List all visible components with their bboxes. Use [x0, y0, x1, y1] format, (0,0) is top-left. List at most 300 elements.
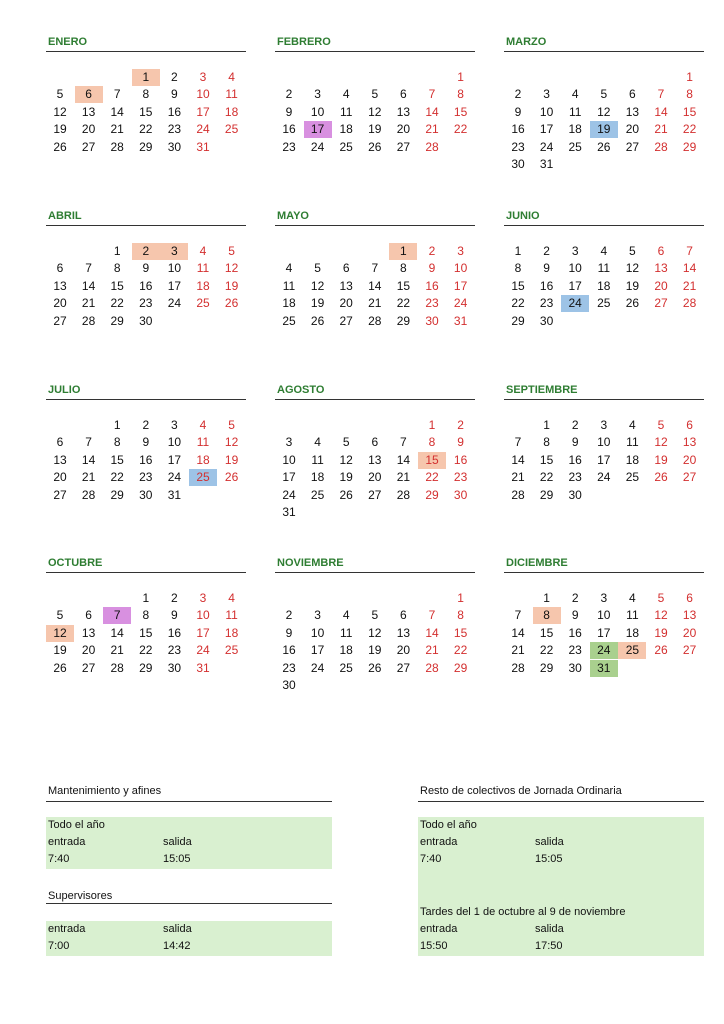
day-cell: 10 [597, 435, 611, 450]
day-cell: 11 [225, 608, 238, 623]
day-cell: 12 [224, 435, 239, 450]
day-cell: 3 [160, 243, 188, 260]
day-cell: 27 [625, 139, 640, 154]
day-cell: 23 [167, 122, 182, 137]
month-grid [504, 52, 704, 171]
day-cell: 26 [654, 470, 668, 485]
day-cell: 3 [314, 608, 321, 623]
day-cell: 28 [511, 660, 525, 675]
day-cell: 1 [457, 70, 464, 84]
day-cell: 30 [282, 678, 296, 692]
day-cell: 12 [310, 278, 325, 293]
day-cell: 21 [425, 643, 439, 658]
day-cell: 20 [682, 625, 697, 640]
day-cell: 13 [368, 452, 382, 467]
tardes-period-label: Tardes del 1 de octubre al 9 de noviembre [420, 906, 626, 918]
day-cell: 28 [682, 296, 697, 311]
day-cell: 4 [629, 418, 636, 432]
day-cell: 4 [228, 70, 235, 84]
day-cell: 21 [682, 278, 697, 293]
day-cell: 23 [282, 139, 296, 154]
day-cell: 21 [368, 296, 382, 311]
day-cell: 30 [139, 313, 153, 328]
day-cell: 31 [196, 660, 210, 675]
schedule-mantenimiento [46, 784, 332, 952]
day-cell: 3 [199, 591, 207, 605]
day-cell: 9 [142, 435, 150, 450]
month-grid [275, 400, 475, 519]
day-cell: 11 [339, 104, 353, 119]
day-cell: 11 [568, 104, 582, 119]
day-cell: 28 [81, 313, 96, 328]
day-cell: 5 [228, 244, 235, 258]
schedule-block [46, 817, 332, 869]
day-cell: 7 [514, 608, 522, 623]
day-cell: 26 [625, 296, 640, 311]
day-cell: 26 [339, 487, 353, 502]
day-cell: 3 [571, 244, 579, 258]
day-cell: 5 [657, 591, 665, 605]
day-cell: 6 [56, 435, 64, 450]
day-cell: 25 [310, 487, 325, 502]
day-cell: 6 [629, 87, 636, 102]
day-cell: 24 [167, 470, 182, 485]
month-agosto [275, 384, 475, 519]
month-title: JULIO [46, 384, 246, 400]
day-cell: 24 [196, 643, 210, 658]
day-cell: 8 [428, 435, 436, 450]
day-cell: 11 [282, 278, 296, 293]
day-cell: 11 [626, 608, 639, 623]
day-cell: 3 [199, 70, 207, 84]
day-cell: 24 [282, 487, 296, 502]
day-cell: 4 [199, 244, 207, 258]
schedule-title: Mantenimiento y afines [46, 784, 332, 802]
day-cell: 8 [113, 435, 121, 450]
day-cell: 15 [139, 625, 153, 640]
month-julio [46, 384, 246, 510]
day-cell: 4 [199, 418, 207, 432]
day-cell: 14 [81, 452, 96, 467]
day-cell: 22 [511, 296, 525, 311]
day-cell: 6 [75, 86, 103, 103]
day-cell: 18 [196, 452, 210, 467]
day-cell: 16 [453, 452, 468, 467]
day-cell: 23 [139, 296, 153, 311]
day-cell: 19 [53, 643, 67, 658]
day-cell: 5 [629, 244, 636, 258]
day-cell: 23 [167, 643, 182, 658]
day-cell: 21 [511, 643, 525, 658]
day-cell: 5 [314, 261, 321, 276]
schedule-block-supervisores [46, 921, 332, 956]
day-cell: 15 [139, 104, 153, 119]
day-cell: 23 [453, 470, 468, 485]
day-cell: 28 [654, 139, 668, 154]
entrada-time: 7:40 [420, 853, 442, 865]
day-cell: 8 [142, 87, 150, 102]
day-cell: 3 [600, 418, 608, 432]
day-cell: 22 [682, 122, 697, 137]
day-cell: 16 [167, 625, 182, 640]
day-cell: 17 [167, 452, 182, 467]
salida-label: salida [163, 923, 192, 935]
day-cell: 20 [625, 122, 640, 137]
day-cell: 13 [53, 452, 67, 467]
day-cell: 10 [196, 608, 210, 623]
day-cell: 13 [625, 104, 640, 119]
day-cell: 25 [282, 313, 296, 328]
day-cell: 2 [285, 87, 293, 102]
day-cell: 6 [686, 418, 693, 432]
day-cell: 26 [654, 643, 668, 658]
day-cell: 31 [539, 157, 554, 171]
day-cell: 8 [543, 435, 550, 450]
day-cell: 25 [196, 296, 210, 311]
day-cell: 11 [225, 87, 238, 102]
day-cell: 17 [597, 625, 611, 640]
day-cell: 19 [224, 452, 239, 467]
month-grid [46, 400, 246, 510]
schedule-title-supervisores: Supervisores [46, 889, 332, 904]
day-cell: 6 [85, 608, 92, 623]
month-noviembre [275, 557, 475, 692]
month-grid [46, 52, 246, 162]
day-cell: 7 [657, 87, 665, 102]
day-cell: 25 [618, 642, 646, 659]
day-cell: 14 [682, 261, 697, 276]
month-abril [46, 210, 246, 336]
day-cell: 29 [453, 660, 468, 675]
day-cell: 21 [425, 122, 439, 137]
day-cell: 9 [428, 261, 436, 276]
day-cell: 27 [53, 313, 67, 328]
day-cell: 21 [81, 296, 96, 311]
day-cell: 17 [282, 470, 296, 485]
day-cell: 10 [453, 261, 468, 276]
month-title: SEPTIEMBRE [504, 384, 704, 400]
day-cell: 28 [396, 487, 411, 502]
day-cell: 21 [110, 643, 124, 658]
day-cell: 15 [453, 104, 468, 119]
day-cell: 29 [539, 487, 554, 502]
day-cell: 1 [457, 591, 464, 605]
day-cell: 23 [139, 470, 153, 485]
day-cell: 24 [590, 642, 618, 659]
day-cell: 8 [113, 261, 121, 276]
day-cell: 10 [167, 435, 182, 450]
day-cell: 4 [342, 608, 350, 623]
day-cell: 16 [139, 278, 153, 293]
day-cell: 3 [314, 87, 321, 102]
day-cell: 8 [533, 607, 561, 624]
entrada-label: entrada [48, 836, 86, 848]
day-cell: 18 [224, 104, 239, 119]
day-cell: 31 [167, 487, 182, 502]
day-cell: 5 [371, 608, 379, 623]
day-cell: 20 [654, 278, 668, 293]
day-cell: 11 [311, 452, 324, 467]
day-cell: 28 [110, 660, 124, 675]
day-cell: 12 [597, 104, 611, 119]
day-cell: 9 [514, 104, 522, 119]
day-cell: 14 [425, 104, 439, 119]
day-cell: 16 [282, 122, 296, 137]
salida-time: 14:42 [163, 940, 191, 952]
day-cell: 23 [568, 643, 582, 658]
day-cell: 28 [110, 139, 124, 154]
day-cell: 16 [568, 452, 582, 467]
tardes-entrada-time: 15:50 [420, 940, 448, 952]
day-cell: 2 [171, 591, 178, 605]
day-cell: 7 [514, 435, 522, 450]
day-cell: 2 [543, 244, 550, 258]
day-cell: 31 [196, 139, 210, 154]
day-cell: 27 [396, 660, 411, 675]
day-cell: 8 [457, 87, 464, 102]
tardes-entrada-label: entrada [420, 923, 458, 935]
day-cell: 27 [339, 313, 353, 328]
day-cell: 5 [228, 418, 235, 432]
day-cell: 29 [511, 313, 525, 328]
day-cell: 24 [167, 296, 182, 311]
day-cell: 14 [396, 452, 411, 467]
day-cell: 17 [196, 104, 210, 119]
day-cell: 27 [682, 470, 697, 485]
day-cell: 12 [368, 104, 382, 119]
month-title: FEBRERO [275, 36, 475, 52]
day-cell: 24 [453, 296, 468, 311]
day-cell: 10 [539, 104, 554, 119]
day-cell: 2 [571, 418, 579, 432]
day-cell: 15 [110, 452, 124, 467]
month-title: AGOSTO [275, 384, 475, 400]
day-cell: 25 [597, 296, 611, 311]
day-cell: 9 [543, 261, 550, 276]
day-cell: 9 [142, 261, 150, 276]
period-label: Todo el año [48, 819, 105, 831]
day-cell: 24 [561, 295, 589, 312]
day-cell: 23 [511, 139, 525, 154]
day-cell: 12 [46, 625, 74, 642]
day-cell: 8 [514, 261, 522, 276]
day-cell: 4 [629, 591, 636, 605]
day-cell: 19 [368, 643, 382, 658]
day-cell: 13 [339, 278, 353, 293]
day-cell: 19 [625, 278, 640, 293]
day-cell: 13 [53, 278, 67, 293]
day-cell: 16 [539, 278, 554, 293]
day-cell: 16 [511, 122, 525, 137]
day-cell: 27 [654, 296, 668, 311]
day-cell: 2 [428, 244, 436, 258]
day-cell: 24 [539, 139, 554, 154]
day-cell: 13 [81, 104, 96, 119]
day-cell: 29 [425, 487, 439, 502]
day-cell: 30 [453, 487, 468, 502]
day-cell: 25 [224, 643, 239, 658]
day-cell: 29 [110, 313, 124, 328]
day-cell: 25 [189, 469, 217, 486]
day-cell: 12 [654, 435, 668, 450]
day-cell: 17 [167, 278, 182, 293]
day-cell: 8 [142, 608, 150, 623]
day-cell: 6 [371, 435, 379, 450]
day-cell: 5 [600, 87, 608, 102]
day-cell: 28 [425, 139, 439, 154]
day-cell: 5 [342, 435, 350, 450]
salida-label: salida [535, 836, 564, 848]
day-cell: 19 [590, 121, 618, 138]
day-cell: 4 [314, 435, 321, 450]
day-cell: 22 [453, 643, 468, 658]
tardes-salida-time: 17:50 [535, 940, 563, 952]
day-cell: 27 [81, 660, 96, 675]
entrada-time: 7:00 [48, 940, 70, 952]
day-cell: 19 [339, 470, 353, 485]
day-cell: 28 [81, 487, 96, 502]
day-cell: 6 [56, 261, 64, 276]
day-cell: 5 [56, 87, 64, 102]
day-cell: 12 [53, 104, 67, 119]
month-grid [504, 226, 704, 336]
day-cell: 17 [597, 452, 611, 467]
day-cell: 11 [339, 625, 353, 640]
day-cell: 21 [396, 470, 411, 485]
month-grid [504, 573, 704, 683]
salida-label: salida [163, 836, 192, 848]
day-cell: 18 [310, 470, 325, 485]
day-cell: 16 [568, 625, 582, 640]
day-cell: 7 [428, 608, 436, 623]
day-cell: 13 [682, 435, 697, 450]
day-cell: 30 [539, 313, 554, 328]
day-cell: 7 [113, 87, 121, 102]
day-cell: 22 [453, 122, 468, 137]
day-cell: 14 [368, 278, 382, 293]
day-cell: 29 [682, 139, 697, 154]
day-cell: 14 [511, 452, 525, 467]
day-cell: 21 [110, 122, 124, 137]
day-cell: 23 [282, 660, 296, 675]
day-cell: 30 [511, 157, 525, 171]
day-cell: 23 [425, 296, 439, 311]
day-cell: 12 [339, 452, 353, 467]
month-title: MAYO [275, 210, 475, 226]
day-cell: 30 [568, 660, 582, 675]
day-cell: 17 [196, 625, 210, 640]
month-title: ENERO [46, 36, 246, 52]
day-cell: 1 [142, 591, 150, 605]
day-cell: 7 [428, 87, 436, 102]
day-cell: 18 [568, 122, 582, 137]
day-cell: 1 [113, 418, 121, 432]
month-grid [275, 573, 475, 692]
day-cell: 14 [110, 625, 124, 640]
month-febrero [275, 36, 475, 162]
day-cell: 9 [171, 87, 178, 102]
day-cell: 16 [282, 643, 296, 658]
day-cell: 9 [571, 608, 579, 623]
day-cell: 26 [53, 139, 67, 154]
day-cell: 20 [396, 643, 411, 658]
day-cell: 27 [368, 487, 382, 502]
day-cell: 4 [342, 87, 350, 102]
day-cell: 19 [224, 278, 239, 293]
day-cell: 30 [167, 139, 182, 154]
day-cell: 15 [110, 278, 124, 293]
day-cell: 1 [428, 418, 436, 432]
month-octubre [46, 557, 246, 683]
day-cell: 1 [113, 244, 121, 258]
day-cell: 15 [511, 278, 525, 293]
day-cell: 2 [457, 418, 464, 432]
month-grid [275, 226, 475, 336]
day-cell: 23 [539, 296, 554, 311]
salida-time: 15:05 [535, 853, 563, 865]
day-cell: 3 [457, 244, 464, 258]
day-cell: 27 [396, 139, 411, 154]
day-cell: 10 [282, 452, 296, 467]
day-cell: 13 [396, 104, 411, 119]
day-cell: 31 [282, 505, 296, 519]
day-cell: 12 [654, 608, 668, 623]
day-cell: 5 [371, 87, 379, 102]
day-cell: 15 [396, 278, 411, 293]
day-cell: 18 [282, 296, 296, 311]
day-cell: 22 [139, 643, 153, 658]
day-cell: 10 [310, 625, 325, 640]
day-cell: 2 [514, 87, 522, 102]
day-cell: 28 [425, 660, 439, 675]
day-cell: 14 [654, 104, 668, 119]
day-cell: 11 [597, 261, 611, 276]
day-cell: 2 [285, 608, 293, 623]
day-cell: 29 [396, 313, 411, 328]
day-cell: 13 [396, 625, 411, 640]
day-cell: 17 [568, 278, 582, 293]
day-cell: 18 [196, 278, 210, 293]
day-cell: 29 [139, 660, 153, 675]
month-grid [46, 573, 246, 683]
day-cell: 9 [285, 104, 293, 119]
day-cell: 25 [625, 470, 640, 485]
month-title: OCTUBRE [46, 557, 246, 573]
day-cell: 2 [571, 591, 579, 605]
salida-time: 15:05 [163, 853, 191, 865]
day-cell: 15 [539, 452, 554, 467]
day-cell: 19 [654, 452, 668, 467]
day-cell: 19 [368, 122, 382, 137]
day-cell: 10 [167, 261, 182, 276]
day-cell: 18 [224, 625, 239, 640]
day-cell: 6 [657, 244, 665, 258]
tardes-salida-label: salida [535, 923, 564, 935]
day-cell: 10 [196, 87, 210, 102]
day-cell: 18 [625, 452, 640, 467]
day-cell: 6 [686, 591, 693, 605]
day-cell: 16 [425, 278, 439, 293]
period-label: Todo el año [420, 819, 477, 831]
day-cell: 15 [418, 452, 446, 469]
day-cell: 11 [196, 261, 210, 276]
day-cell: 14 [425, 625, 439, 640]
day-cell: 16 [139, 452, 153, 467]
day-cell: 29 [110, 487, 124, 502]
day-cell: 22 [396, 296, 411, 311]
day-cell: 13 [654, 261, 668, 276]
day-cell: 13 [81, 625, 96, 640]
